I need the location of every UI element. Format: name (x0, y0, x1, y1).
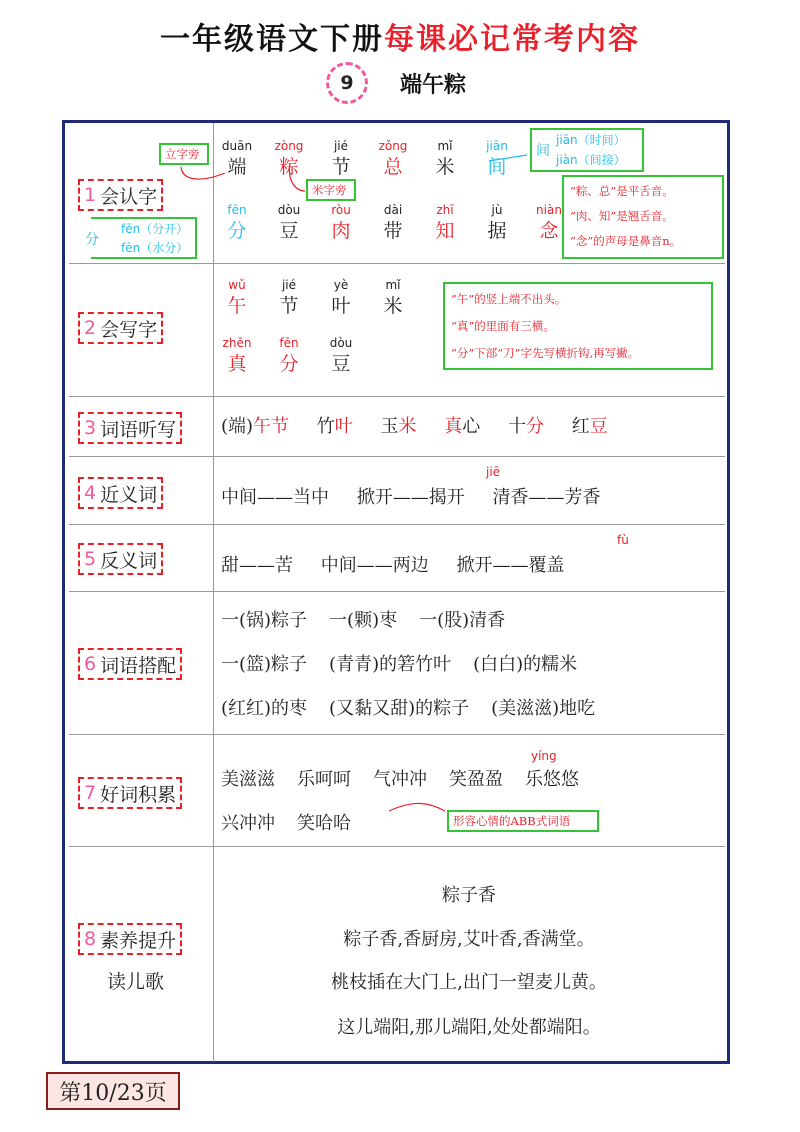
writing-note-1: “午”的竖上端不出头。 (451, 292, 567, 306)
hanzi: 节 (279, 295, 299, 317)
hanzi: 间 (487, 156, 507, 178)
char-cell (269, 278, 309, 319)
fen-reading-1: fēn（分开） (121, 222, 189, 236)
dictation-word: 玉米 (380, 416, 417, 437)
section-6-label: 6 词语搭配 (78, 648, 182, 680)
pinyin: yè (333, 278, 349, 292)
hanzi: 米 (435, 156, 455, 178)
collocation-line-1: 一(锅)粽子 一(颗)枣 一(股)清香 (221, 610, 506, 631)
section-5-label: 5 反义词 (78, 543, 163, 575)
pinyin-ying: yíng (531, 749, 557, 763)
pinyin: zǒng (378, 139, 408, 153)
lesson-number: 9 (326, 62, 368, 104)
section-4 (69, 456, 725, 525)
section-3-label: 3 词语听写 (78, 412, 182, 444)
hanzi: 念 (539, 220, 559, 242)
hanzi: 叶 (331, 295, 351, 317)
section-7 (69, 734, 725, 847)
char-cell (217, 336, 257, 377)
section-2-label: 2 会写字 (78, 312, 163, 344)
char-cell (373, 139, 413, 180)
jian-polyphone-box (530, 128, 644, 172)
hanzi: 带 (383, 220, 403, 242)
pinyin: jù (491, 203, 503, 217)
synonym-pair: 掀开——揭开 (356, 487, 465, 508)
pinyin: fēn (227, 203, 247, 217)
section-6 (69, 591, 725, 735)
good-words-line-2: 兴冲冲 笑哈哈 (221, 813, 351, 834)
char-cell (269, 336, 309, 377)
collocation-line-2: 一(篮)粽子 (青青)的箬竹叶 (白白)的糯米 (221, 654, 578, 675)
section-8-sub: 读儿歌 (107, 971, 165, 993)
dictation-word: 红豆 (571, 416, 608, 437)
fen-char: 分 (85, 232, 99, 248)
section-8-label: 8 素养提升 (78, 923, 182, 955)
antonym-pairs (221, 551, 586, 577)
radical-note-1: 立字旁 (159, 143, 209, 165)
pinyin: zòng (274, 139, 304, 153)
section-8 (69, 846, 725, 1062)
pinyin: wǔ (228, 278, 246, 292)
char-cell (321, 203, 361, 244)
synonym-pair: 清香——芳香 (492, 487, 601, 508)
synonym-pair: 中间——当中 (221, 487, 329, 508)
fen-reading-2: fèn（水分） (121, 241, 189, 255)
pinyin: zhēn (222, 336, 252, 350)
char-cell (373, 203, 413, 244)
pinyin-jie: jiē (486, 465, 501, 479)
pinyin: ròu (331, 203, 351, 217)
pinyin: fēn (279, 336, 299, 350)
char-cell (321, 139, 361, 180)
pinyin: mǐ (385, 278, 401, 292)
tongue-note-3: “念”的声母是鼻音n。 (570, 234, 682, 248)
content-table (62, 120, 730, 1064)
pinyin: jié (281, 278, 297, 292)
poem-line-1: 粽子香,香厨房,艾叶香,香满堂。 (343, 929, 595, 950)
char-cell (217, 278, 257, 319)
char-cell (321, 336, 361, 377)
hanzi: 分 (227, 220, 247, 242)
writing-note-3: “分”下部“刀”字先写横折钩,再写撇。 (451, 346, 640, 360)
pinyin: jié (333, 139, 349, 153)
pinyin: dòu (329, 336, 353, 350)
tongue-sound-notes (562, 175, 724, 259)
poem-line-2: 桃枝插在大门上,出门一望麦儿黄。 (331, 972, 607, 993)
section-1-label: 1 会认字 (78, 179, 163, 211)
pinyin: niàn (536, 203, 562, 217)
pinyin: jiān (486, 139, 508, 153)
hanzi: 粽 (279, 156, 299, 178)
antonym-pair: 甜——苦 (221, 555, 293, 576)
lesson-header (326, 62, 466, 104)
lesson-name: 端午粽 (400, 72, 467, 98)
hanzi: 分 (279, 353, 299, 375)
pinyin-fu: fù (617, 533, 629, 547)
section-2 (69, 263, 725, 397)
hanzi: 豆 (279, 220, 299, 242)
tongue-note-1: “粽、总”是平舌音。 (570, 184, 674, 198)
dictation-words (221, 412, 630, 438)
pinyin: dài (383, 203, 403, 217)
pinyin: zhī (436, 203, 454, 217)
synonym-pairs (221, 483, 622, 509)
poem-title: 粽子香 (442, 885, 496, 906)
section-3 (69, 396, 725, 457)
dictation-word: 真心 (444, 416, 481, 437)
jian-reading-1: jiān（时间） (556, 133, 626, 147)
pinyin: duān (221, 139, 253, 153)
char-cell (477, 203, 517, 244)
radical-note-2: 米字旁 (306, 179, 356, 201)
char-cell (321, 278, 361, 319)
dictation-word: 十分 (507, 416, 544, 437)
dictation-word: 竹叶 (316, 416, 353, 437)
char-cell (373, 278, 413, 319)
char-cell (269, 203, 309, 244)
pinyin: mǐ (437, 139, 453, 153)
writing-note-2: “真”的里面有三横。 (451, 319, 555, 333)
page-indicator: 第10/23页 (46, 1072, 180, 1110)
char-cell (269, 139, 309, 180)
writing-notes (443, 282, 713, 370)
hanzi: 午 (227, 295, 247, 317)
good-words-line-1: 美滋滋 乐呵呵 气冲冲 笑盈盈 乐悠悠 (221, 769, 579, 790)
abb-note: 形容心情的ABB式词语 (447, 810, 599, 832)
hanzi: 米 (383, 295, 403, 317)
section-1 (69, 123, 725, 263)
char-cell (217, 203, 257, 244)
section-7-label: 7 好词积累 (78, 777, 182, 809)
char-cell (217, 139, 257, 180)
antonym-pair: 掀开——覆盖 (456, 555, 565, 576)
antonym-pair: 中间——两边 (320, 555, 429, 576)
title-black: 一年级语文下册 (160, 22, 384, 57)
hanzi: 豆 (331, 353, 351, 375)
hanzi: 肉 (331, 220, 351, 242)
dictation-word: (端)午节 (221, 416, 290, 437)
hanzi: 真 (227, 353, 247, 375)
hanzi: 总 (383, 156, 403, 178)
poem-line-3: 这儿端阳,那儿端阳,处处都端阳。 (337, 1017, 601, 1038)
section-4-label: 4 近义词 (78, 477, 163, 509)
hanzi: 据 (487, 220, 507, 242)
hanzi: 节 (331, 156, 351, 178)
page-title (0, 14, 800, 58)
pinyin: dòu (277, 203, 301, 217)
tongue-note-2: “肉、知”是翘舌音。 (570, 209, 674, 223)
hanzi: 知 (435, 220, 455, 242)
jian-reading-2: jiàn（间接） (556, 153, 626, 167)
char-cell (425, 139, 465, 180)
collocation-line-3: (红红)的枣 (又黏又甜)的粽子 (美滋滋)地吃 (221, 698, 596, 719)
hanzi: 端 (227, 156, 247, 178)
fen-polyphone-box (85, 217, 197, 259)
title-red: 每课必记常考内容 (384, 22, 640, 57)
section-5 (69, 524, 725, 592)
char-cell (477, 139, 517, 180)
char-cell (425, 203, 465, 244)
jian-char: 间 (536, 143, 550, 159)
